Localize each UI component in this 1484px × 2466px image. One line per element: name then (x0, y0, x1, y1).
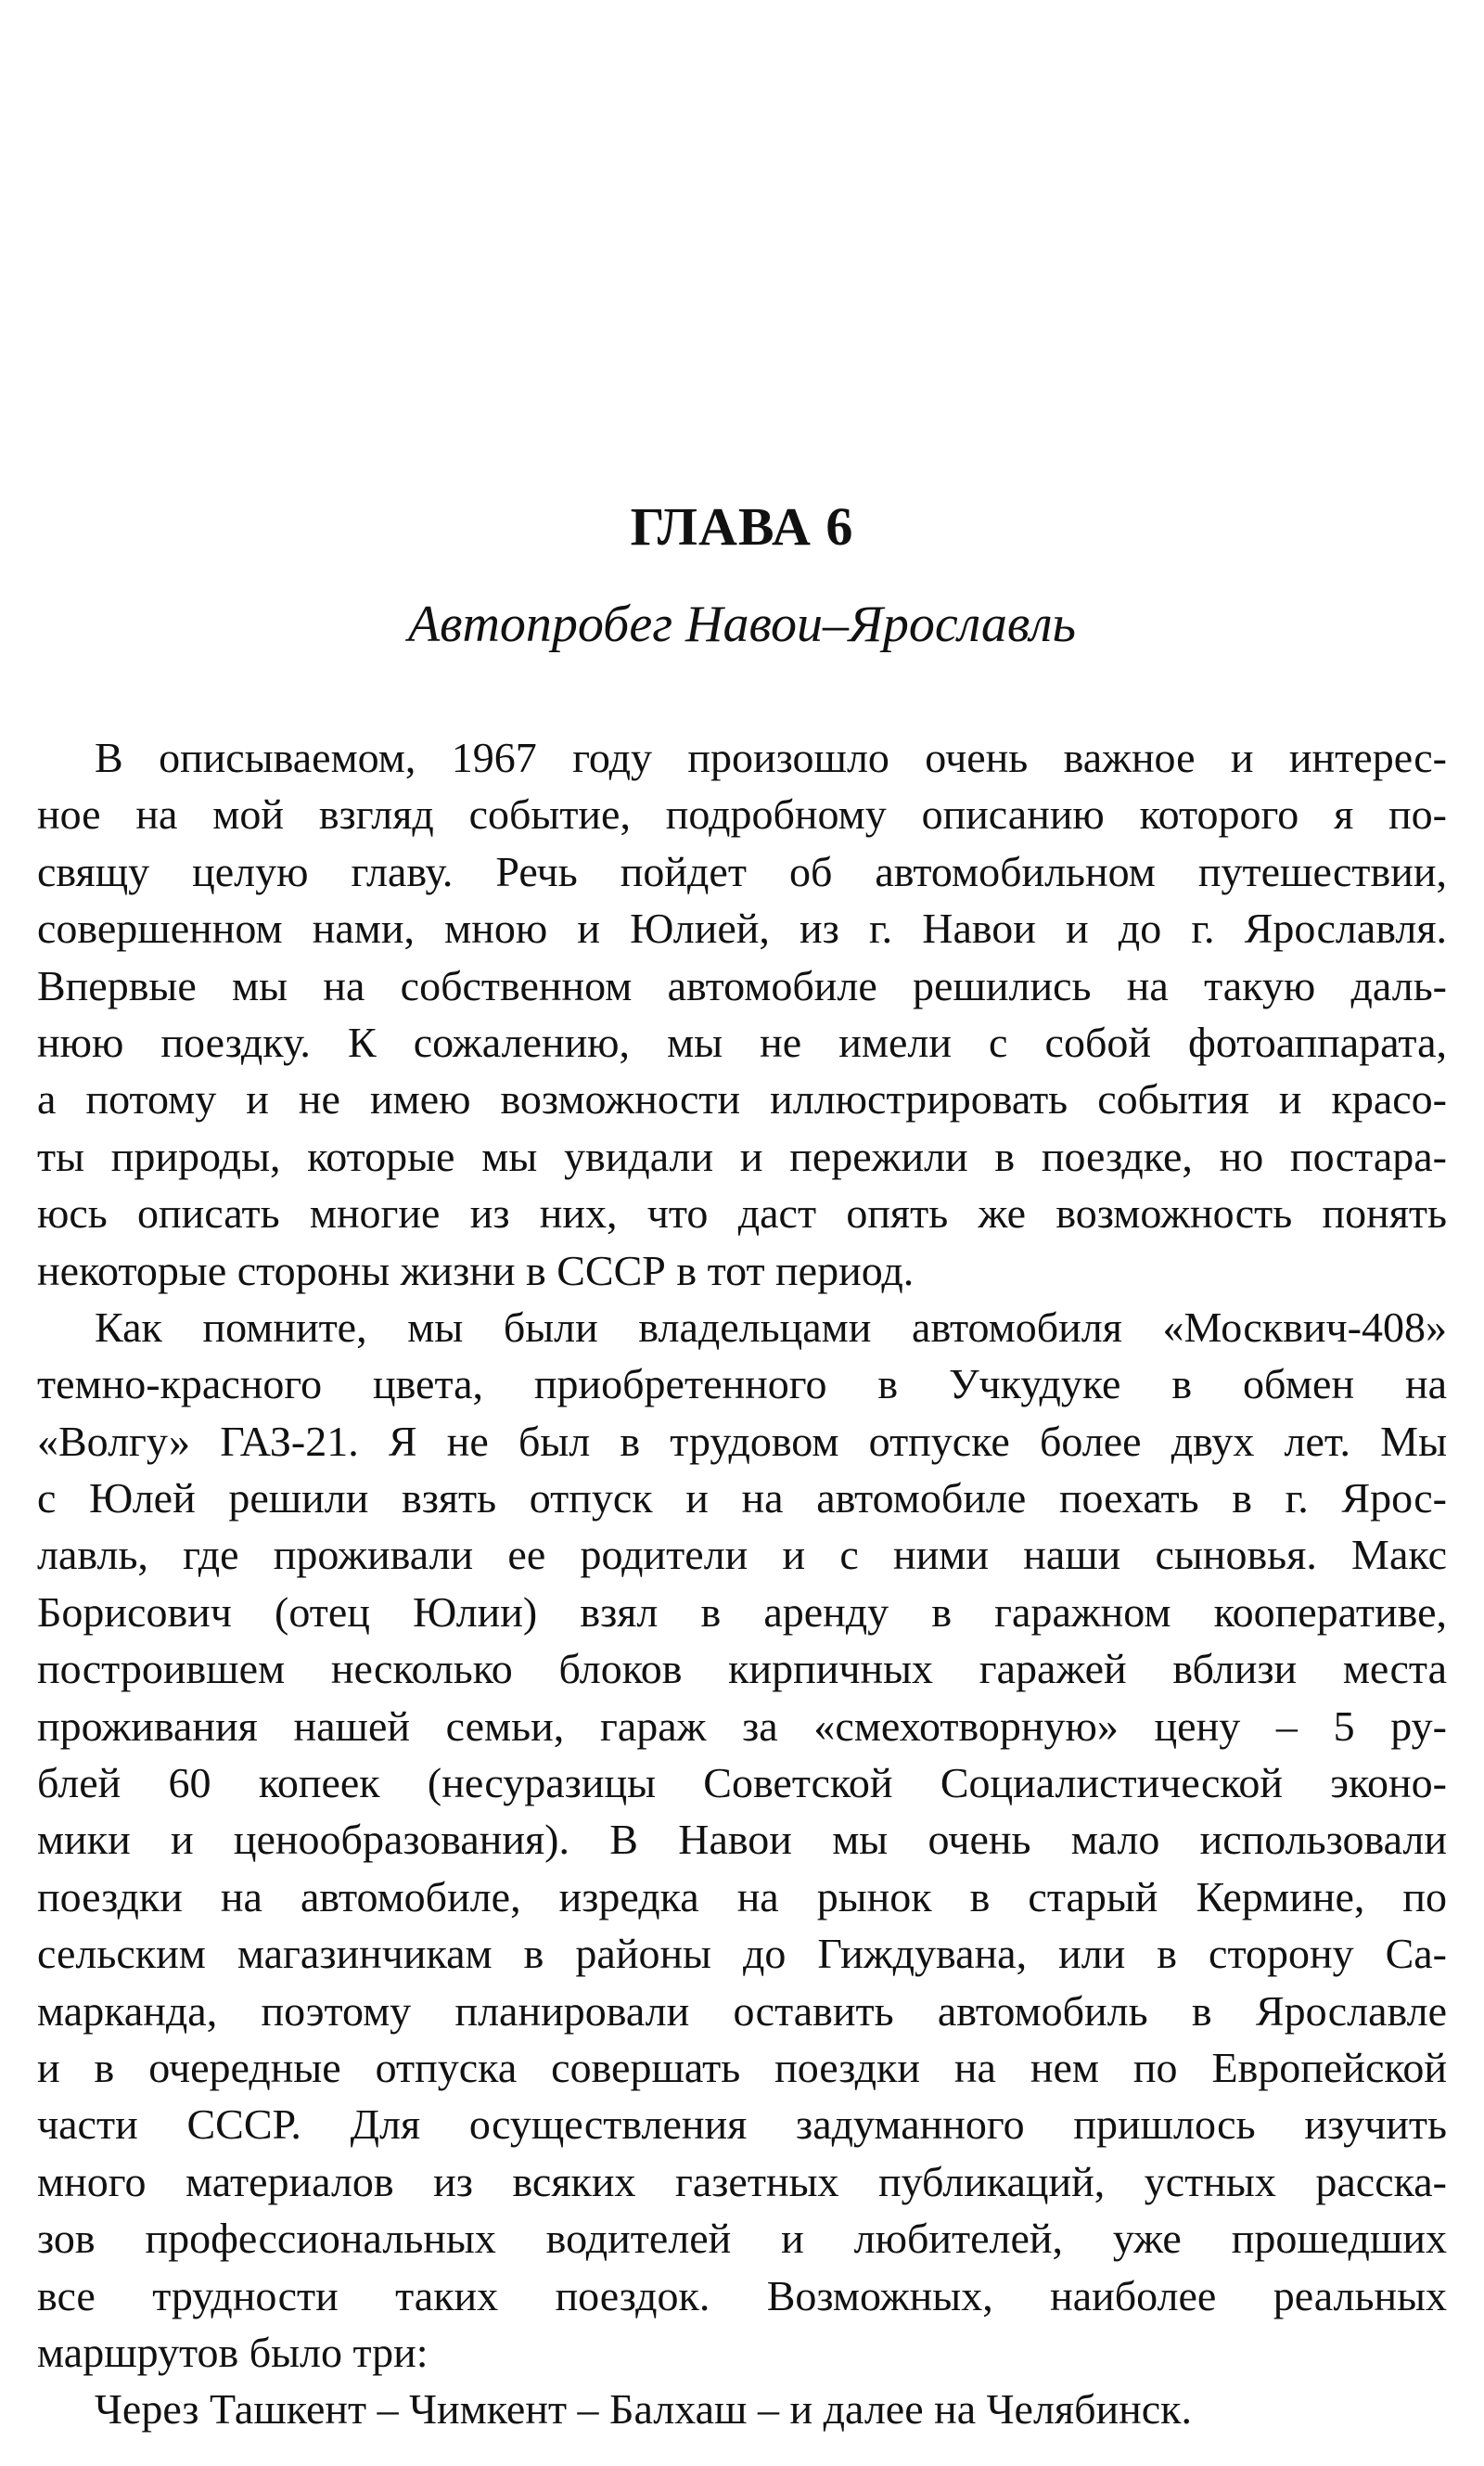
text-line: свящу целую главу. Речь пойдет об автомобильном путешествии, (37, 847, 1447, 895)
text-line: лавль, где проживали ее родители и с ними наши сыновья. Макс (37, 1531, 1447, 1579)
text-line: темно-красного цвета, приобретенного в Учкудуке в обмен на (37, 1360, 1447, 1408)
chapter-title: ГЛАВА 6 (630, 496, 854, 557)
text-line: юсь описать многие из них, что даст опять же возможность понять (37, 1189, 1447, 1238)
text-line: Как помните, мы были владельцами автомобиля «Москвич-408» (95, 1303, 1447, 1351)
text-line: проживания нашей семьи, гараж за «смехотворную» цену – 5 ру- (37, 1702, 1447, 1750)
text-line: некоторые стороны жизни в СССР в тот период. (37, 1246, 915, 1294)
text-line: совершенном нами, мною и Юлией, из г. Навои и до г. Ярославля. (37, 905, 1447, 953)
text-line: Борисович (отец Юлии) взял в аренду в гаражном кооперативе, (37, 1587, 1447, 1636)
chapter-subtitle: Автопробег Навои–Ярославль (407, 596, 1077, 653)
text-line: а потому и не имею возможности иллюстрировать события и красо- (37, 1075, 1447, 1124)
text-line: ное на мой взгляд событие, подробному описанию которого я по- (37, 790, 1447, 839)
chapter-body (37, 729, 1447, 2438)
text-line: много материалов из всяких газетных публикаций, устных расска- (37, 2157, 1447, 2205)
text-line: с Юлей решили взять отпуск и на автомобиле поехать в г. Ярос- (37, 1474, 1447, 1522)
text-line: Через Ташкент – Чимкент – Балхаш – и далее на Челябинск. (95, 2385, 1192, 2434)
text-line: марканда, поэтому планировали оставить автомобиль в Ярославле (37, 1986, 1447, 2035)
text-line: построившем несколько блоков кирпичных гаражей вблизи места (37, 1645, 1447, 1693)
text-line: маршрутов было три: (37, 2328, 429, 2376)
text-line: зов профессиональных водителей и любителей, уже прошедших (37, 2215, 1447, 2263)
text-line: ты природы, которые мы увидали и пережили в поездке, но постара- (37, 1132, 1447, 1180)
text-line: поездки на автомобиле, изредка на рынок в старый Кермине, по (37, 1872, 1447, 1920)
text-line: Впервые мы на собственном автомобиле решились на такую даль- (37, 961, 1447, 1009)
text-line: мики и ценообразования). В Навои мы очень мало использовали (37, 1816, 1447, 1864)
text-line: «Волгу» ГАЗ-21. Я не был в трудовом отпуске более двух лет. Мы (37, 1417, 1447, 1465)
text-line: сельским магазинчикам в районы до Гиждувана, или в сторону Са- (37, 1930, 1447, 1978)
text-line: нюю поездку. К сожалению, мы не имели с собой фотоаппарата, (37, 1018, 1447, 1066)
text-line: все трудности таких поездок. Возможных, наиболее реальных (37, 2271, 1447, 2319)
text-line: и в очередные отпуска совершать поездки на нем по Европейской (37, 2043, 1447, 2091)
text-line: части СССР. Для осуществления задуманного пришлось изучить (37, 2100, 1447, 2149)
text-line: В описываемом, 1967 году произошло очень важное и интерес- (95, 734, 1447, 781)
text-line: блей 60 копеек (несуразицы Советской Социалистической эконо- (37, 1759, 1447, 1807)
